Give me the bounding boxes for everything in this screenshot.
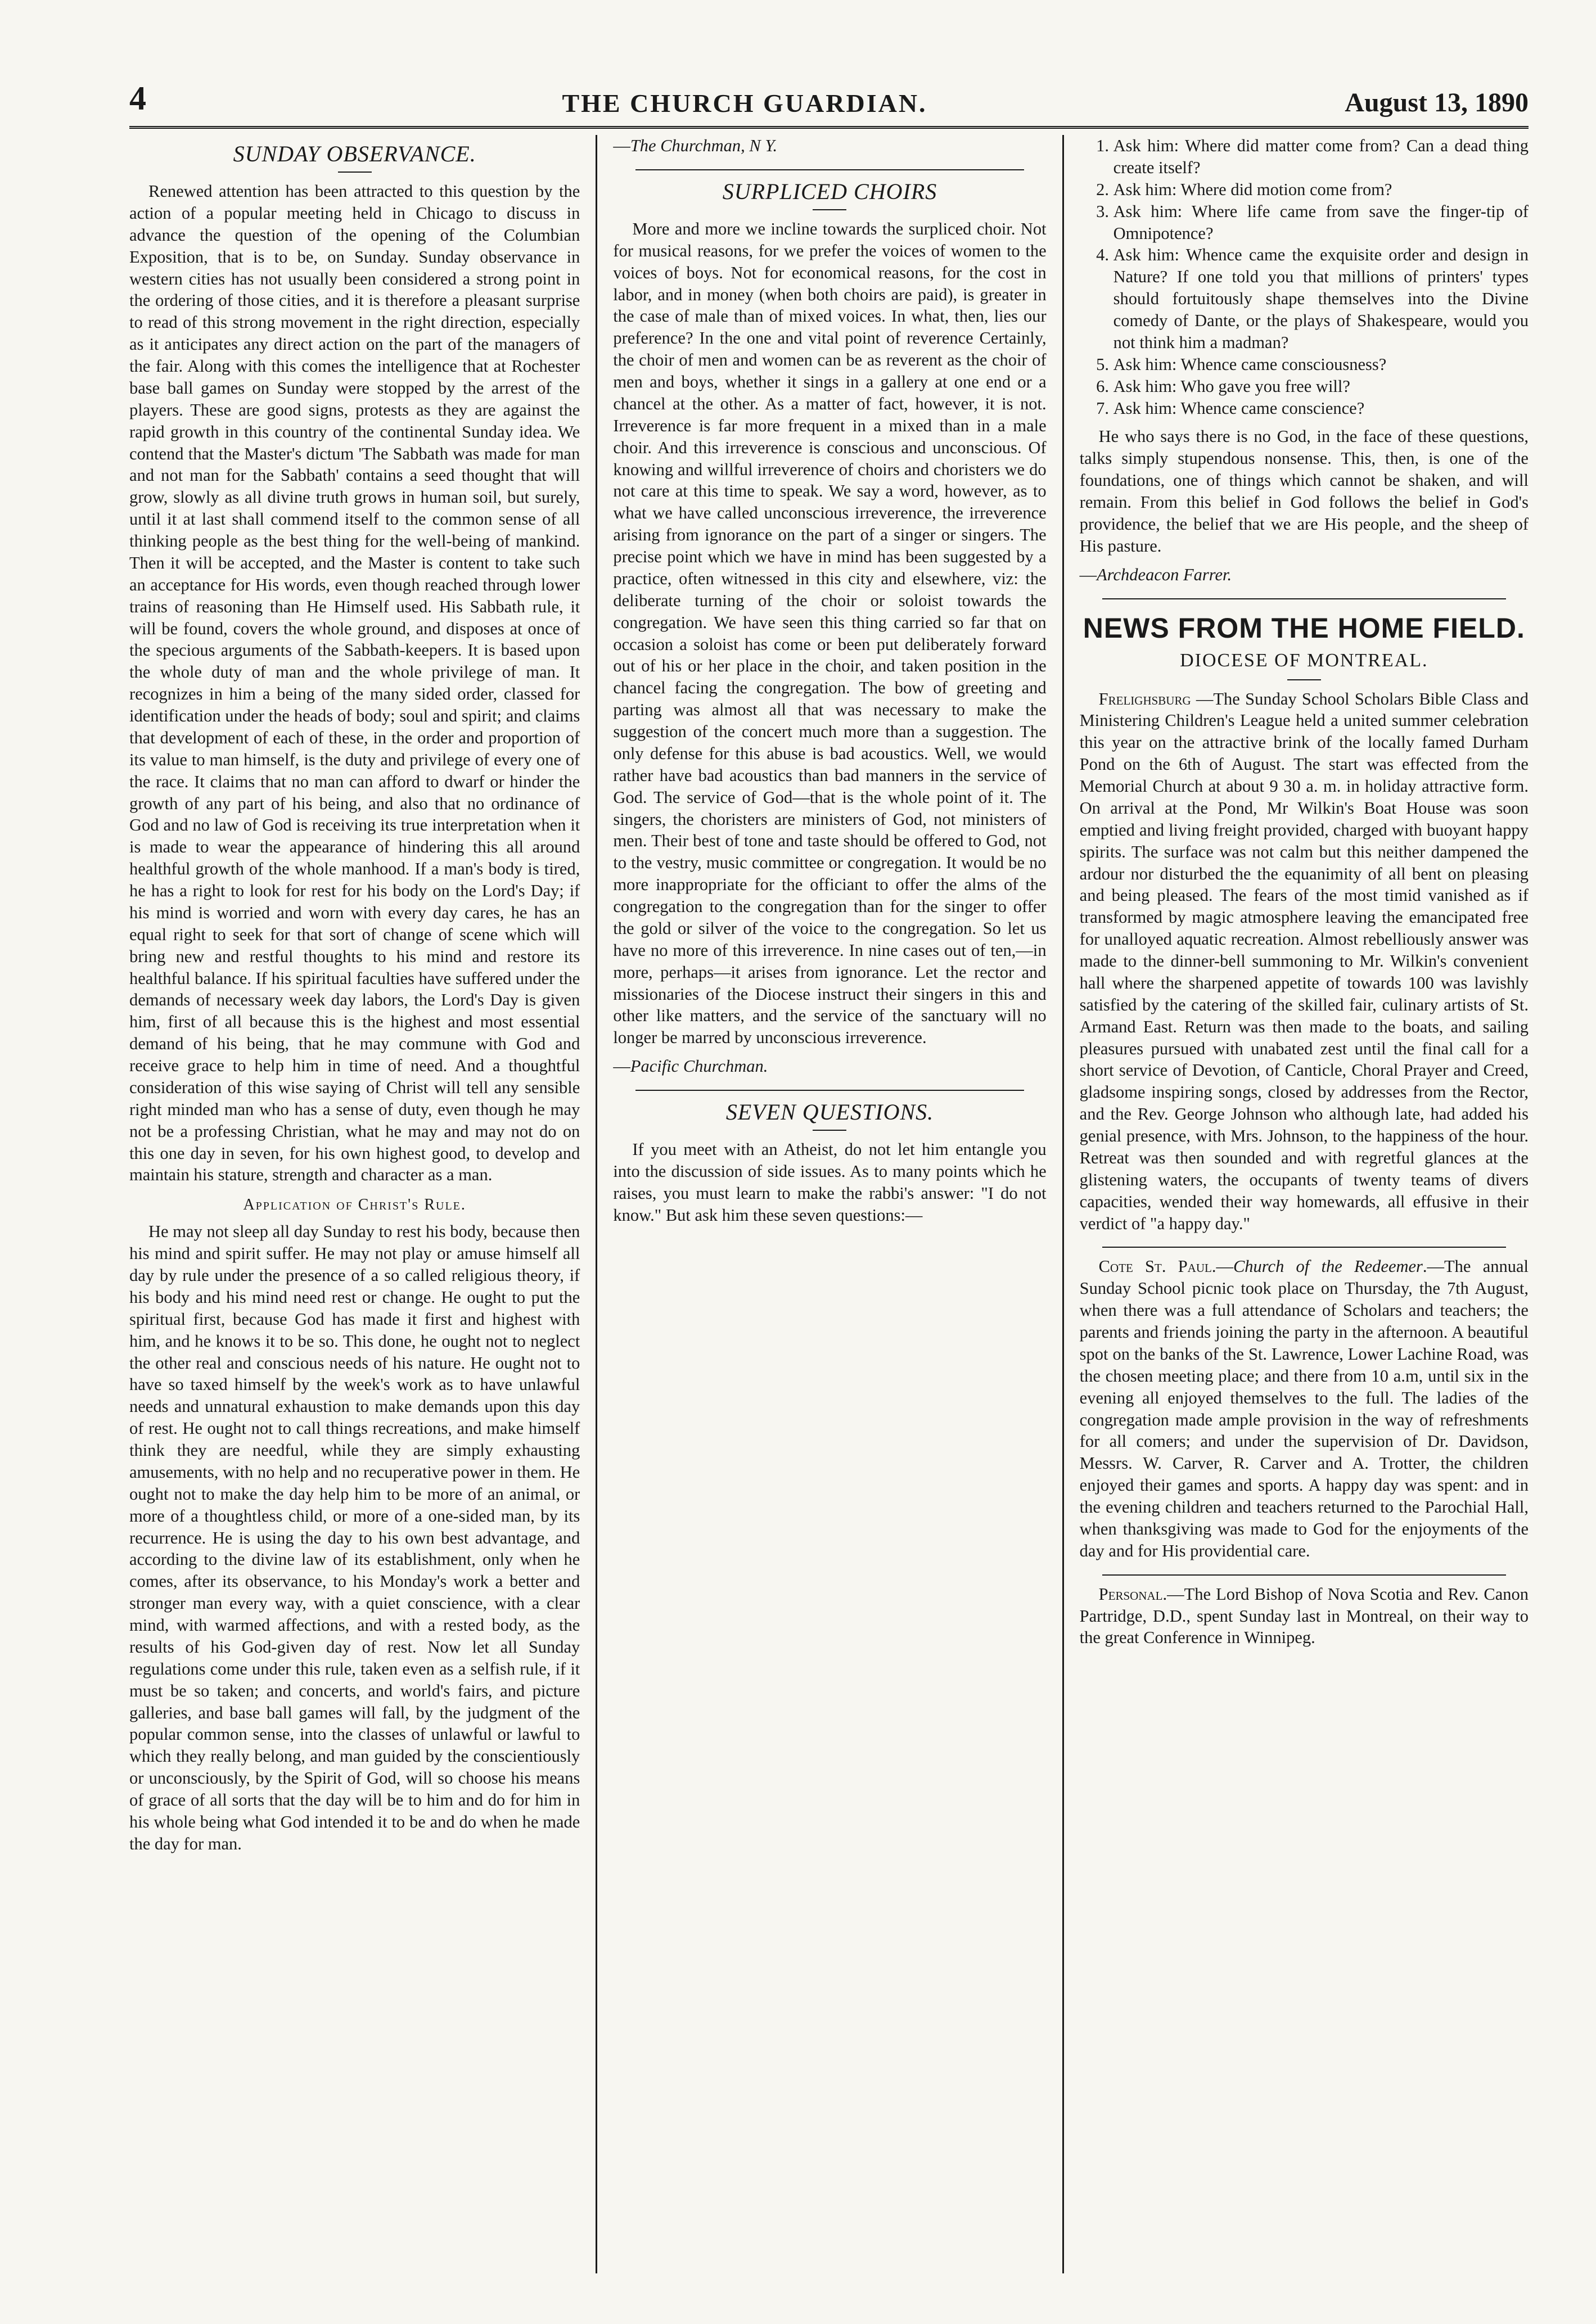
- page-number: 4: [129, 80, 146, 117]
- article-source: —Archdeacon Farrer.: [1079, 565, 1232, 584]
- list-item: 6. Ask him: Who gave you free will?: [1113, 376, 1529, 398]
- list-item: 3. Ask him: Where life came from save the finger-tip of Omnipotence?: [1113, 201, 1529, 245]
- list-item: 2. Ask him: Where did motion come from?: [1113, 179, 1529, 201]
- article-source: —The Churchman, N Y.: [613, 136, 778, 155]
- title-rule: [813, 209, 846, 210]
- issue-date: August 13, 1890: [1345, 88, 1529, 118]
- article-divider: [635, 1090, 1024, 1091]
- news-item-lead: Personal: [1098, 1584, 1163, 1604]
- article-divider: [1102, 598, 1506, 599]
- title-rule: [813, 1130, 846, 1131]
- article-title-sunday-observance: SUNDAY OBSERVANCE.: [233, 141, 476, 166]
- question-list: [1080, 135, 1529, 419]
- news-item-text: The Lord Bishop of Nova Scotia and Rev. Canon Partridge, D.D., spent Sunday last in Montreal, on their way to the great Conference in Winnipeg.: [1079, 1584, 1529, 1648]
- column-2: [596, 135, 1062, 2273]
- source-attribution: Archdeacon Farrer.: [1097, 565, 1232, 584]
- article-paragraph: He who says there is no God, in the face of these questions, talks simply stupendous nonsense. This, then, is one of the foundations, one of things which cannot be shaken, and will remain. From this belief in God follows the belief in God's providence, the belief that we are His people, and the sheep of His pasture.: [1079, 427, 1529, 556]
- title-rule: [338, 172, 372, 173]
- list-item: 4. Ask him: Whence came the exquisite order and design in Nature? If one told you that millions of printers' types should fortuitously shape themselves into the Divine comedy of Dante, or the plays of Shakespeare, would you not think him a madman?: [1113, 244, 1529, 353]
- column-3: [1062, 135, 1529, 2273]
- newspaper-title: THE CHURCH GUARDIAN.: [562, 89, 927, 118]
- news-item-text: The Sunday School Scholars Bible Class and Ministering Children's League held a united summer celebration this year on the attractive brink of the locally famed Durham Pond on the 6th of August. The start was effected from the Memorial Church at about 9 30 a. m. in holiday attractive form. On arrival at the Pond, Mr Wilkin's Boat House was soon emptied and living freight provided, charged with buoyant happy spirits. The surface was not calm but this neither dampened the ardour nor disturbed the the equanimity of all bent on pleasing and being pleased. The fears of the most timid vanished as if transformed by magic atmosphere leaving the emancipated free for unalloyed aquatic recreation. Almost rebelliously answer was made to the dinner-bell summoning to Mr. Wilkin's convenient hall where the sharpened appetite of towards 100 was lavishly satisfied by the catering of the skilled fair, culinary artists of St. Armand East. Return was then made to the boats, and sailing pleasures pursued with unabated zest until the final call for a short service of Devotion, of Canticle, Choral Prayer and Creed, gladsome inspiring songs, closed by addresses from the Rector, and the Rev. George Johnson who although late, had added his genial presence, with Mrs. Johnson, to the happiness of the hour. Retreat was then sounded and with regretful glances at the glistening waters, the occupants of twenty teams of divers capacities, wended their way homewards, all effusive in their verdict of "a happy day.": [1079, 689, 1529, 1233]
- masthead: [129, 17, 1529, 129]
- news-item: Frelighsburg —The Sunday School Scholars Bible Class and Ministering Children's League held a united summer celebration this year on the attractive brink of the locally famed Durham Pond on the 6th of August. The start was effected from the Memorial Church at about 9 30 a. m. in holiday attractive form. On arrival at the Pond, Mr Wilkin's Boat House was soon emptied and living freight provided, charged with buoyant happy spirits. The surface was not calm but this neither dampened the ardour nor disturbed the the equanimity of all bent on pleasing and being pleased. The fears of the most timid vanished as if transformed by magic atmosphere leaving the emancipated free for unalloyed aquatic recreation. Almost rebelliously answer was made to the dinner-bell summoning to Mr. Wilkin's convenient hall where the sharpened appetite of towards 100 was lavishly satisfied by the catering of the skilled fair, culinary artists of St. Armand East. Return was then made to the boats, and sailing pleasures pursued with unabated zest until the final call for a short service of Devotion, of Canticle, Choral Prayer and Creed, gladsome inspiring songs, closed by addresses from the Rector, and the Rev. George Johnson who although late, had added his genial presence, with Mrs. Johnson, to the happiness of the hour. Retreat was then sounded and with regretful glances at the glistening waters, the occupants of twenty teams of divers capacities, wended their way homewards, all effusive in their verdict of "a happy day.": [1079, 689, 1529, 1233]
- news-divider: [1102, 1247, 1506, 1248]
- list-item: 7. Ask him: Whence came conscience?: [1113, 398, 1529, 419]
- news-item: Cote St. Paul.—Church of the Redeemer.—The annual Sunday School picnic took place on Thursday, the 7th August, when there was a full attendance of Scholars and teachers; the parents and friends joining the party in the afternoon. A beautiful spot on the banks of the St. Lawrence, Lower Lachine Road, was the chosen meeting place; and there from 10 a.m, until six in the evening all enjoyed themselves to the full. The ladies of the congregation made ample provision in the way of refreshments for all comers; and under the supervision of Dr. Davidson, Messrs. W. Carver, R. Carver and A. Trotter, the children enjoyed their games and sports. A happy day was spent: and in the evening children and teachers returned to the Parochial Hall, when thanksgiving was made to God for the enjoyments of the day and for His providential care.: [1079, 1257, 1529, 1560]
- news-item-lead: Frelighsburg: [1098, 689, 1191, 709]
- title-rule: [1287, 679, 1321, 680]
- news-divider: [1102, 1574, 1506, 1576]
- news-banner: NEWS FROM THE HOME FIELD.: [1083, 612, 1525, 644]
- source-attribution: Pacific Churchman.: [630, 1057, 768, 1076]
- article-source: —Pacific Churchman.: [613, 1057, 768, 1076]
- article-title-surpliced-choirs: SURPLICED CHOIRS: [722, 178, 937, 204]
- article-paragraph: He may not sleep all day Sunday to rest his body, because then his mind and spirit suffer. He may not play or amuse himself all day by rule under the presence of a so called religious theory, if his body and his mind need rest or change. He ought to put the spiritual first, because God has made it first and highest with him, and he knows it to be so. This done, he ought not to neglect the other real and conscious needs of his nature. He ought not to have so taxed himself by the week's work as to have unlawful needs and unnatural exhaustion to make demands upon this day of rest. He ought not to call things recreations, and make himself think they are needful, while they are simply exhausting amusements, with no help and no recuperative power in them. He ought not to make the day help him to be more of an animal, or more of a thoughtless child, or more of a one-sided man, by its recurrence. He is using the day to his own best advantage, and according to the divine law of its establishment, only when he comes, after its observance, to his Monday's work a better and stronger man every way, with a quiet conscience, with a clear mind, with warmed affections, and with a rested body, as the results of his God-given day of rest. Now let all Sunday regulations come under this rule, taken even as a selfish rule, if it must be so taken; and concerts, and world's fairs, and picture galleries, and base ball games will fall, by the judgment of the popular common sense, into the classes of unlawful or lawful to which they really belong, and man guided by the conscientiously or unconsciously, by the Spirit of God, will so choose his means of grace of all sorts that the day will be to him and do for him in his whole being what God intended it to be and do when he made the day for man.: [129, 1222, 580, 1853]
- column-1: [129, 135, 596, 2273]
- article-subhead: Application of Christ's Rule.: [243, 1196, 466, 1214]
- list-item: 5. Ask him: Whence came consciousness?: [1113, 354, 1529, 376]
- diocese-heading: DIOCESE OF MONTREAL.: [1180, 649, 1428, 671]
- source-attribution: The Churchman, N Y.: [630, 136, 778, 155]
- news-item-text: The annual Sunday School picnic took place on Thursday, the 7th August, when there was a full attendance of Scholars and teachers; the parents and friends joining the party in the afternoon. A beautiful spot on the banks of the St. Lawrence, Lower Lachine Road, was the chosen meeting place; and there from 10 a.m, until six in the evening all enjoyed themselves to the full. The ladies of the congregation made ample provision in the way of refreshments for all comers; and under the supervision of Dr. Davidson, Messrs. W. Carver, R. Carver and A. Trotter, the children enjoyed their games and sports. A happy day was spent: and in the evening children and teachers returned to the Parochial Hall, when thanksgiving was made to God for the enjoyments of the day and for His providential care.: [1079, 1257, 1529, 1560]
- list-item: 1. Ask him: Where did matter come from? Can a dead thing create itself?: [1113, 135, 1529, 179]
- news-item-church: Church of the Redeemer: [1233, 1257, 1423, 1276]
- article-divider: [635, 169, 1024, 170]
- article-title-seven-questions: SEVEN QUESTIONS.: [725, 1099, 934, 1125]
- article-paragraph: More and more we incline towards the surpliced choir. Not for musical reasons, for we prefer the voices of women to the voices of boys. Not for economical reasons, for the cost in labor, and in money (when both choirs are paid), is greater in the case of male than of mixed voices. In what, then, lies our preference? In the one and vital point of reverence Certainly, the choir of men and women can be as reverent as the choir of men and boys, whether it sings in a gallery at one end or a chancel at the other. As a matter of fact, however, it is not. Irreverence is far more frequent in a mixed than in a male choir. And this irreverence is conscious and unconscious. Of knowing and willful irreverence of choirs and choristers we do not care at this time to speak. We say a word, however, as to what we have called unconscious irreverence, the irreverence arising from ignorance on the part of a singer or singers. The precise point which we have in mind has been suggested by a practice, often witnessed in this city and elsewhere, viz: the deliberate turning of the choir or soloist towards the congregation. We have seen this thing carried so far that on occasion a soloist has come or been put deliberately forward out of his or her place in the choir, and taken position in the chancel facing the congregation. The bow of greeting and parting was almost all that was necessary to make the suggestion of the concert much more than a suggestion. The only defense for this abuse is bad acoustics. Well, we would rather have bad acoustics than bad manners in the service of God. The service of God—that is the whole point of it. The singers, the choristers are ministers of God, not ministers of men. Their best of tone and taste should be offered to God, not to the vestry, music committee or congregation. It would be no more inappropriate for the officiant to offer the alms of the congregation to the congregation than for the singer to offer the gold or silver of the voice to the congregation. So let us have no more of this irreverence. In nine cases out of ten,—in more, perhaps—it arises from ignorance. Let the rector and missionaries of the Diocese instruct their singers in this and other like matters, and the service of the sanctuary will no longer be marred by unconscious irreverence.: [613, 219, 1047, 1048]
- news-item-lead: Cote St. Paul: [1098, 1257, 1212, 1276]
- article-paragraph: Renewed attention has been attracted to this question by the action of a popular meeting held in Chicago to discuss in advance the question of the opening of the Columbian Exposition, that is to be, on Sunday. Sunday observance in western cities has not usually been considered a strong point in the ordering of those cities, and it is therefore a pleasant surprise to read of this strong movement in the right direction, especially as it anticipates any direct action on the part of the managers of the fair. Along with this comes the intelligence that at Rochester base ball games on Sunday were stopped by the arrest of the players. These are good signs, protests as they are against the rapid growth in this country of the continental Sunday idea. We contend that the Master's dictum 'The Sabbath was made for man and not man for the Sabbath' contains a seed thought that will grow, slowly as all divine truth grows in human soil, but surely, until it at last shall commend itself to the common sense of all thinking people as the best thing for the well-being of mankind. Then it will be accepted, and the Master is content to take such an acceptance for His words, even though reached through lower trains of reasoning than He Himself used. His Sabbath rule, it will be found, covers the whole ground, and disposes at once of the specious arguments of the Sabbath-keepers. It is based upon the whole duty of man and the whole privilege of man. It recognizes in him a being of the many sided order, classed for identification under the heads of body; soul and spirit; and claims that development of each of these, in the order and proportion of its value to man himself, is the duty and privilege of every one of the race. It claims that no man can afford to dwarf or hinder the growth of any part of his being, and also that no ordinance of God and no law of God is receiving its true interpretation when it is made to wear the appearance of hindering this all around healthful growth of the whole manhood. If a man's body is tired, he has a right to look for rest for his body on the Lord's Day; if his mind is worried and worn with every day cares, he has an equal right to seek for that sort of change of scene which will bring new and restful thoughts to his mind and restore its healthful balance. If his spiritual faculties have suffered under the demands of necessary week day labors, the Lord's Day is given him, first of all because this is the highest and most essential demand of his being, that he may commune with God and receive grace to help him in time of need. And a thoughtful consideration of this wise saying of Christ will tell any sensible right minded man who has a sense of duty, even though he may not be a professing Christian, what he may and may not do on this one day in seven, for his own highest good, to develop and maintain his stature, strength and character as a man.: [129, 182, 580, 1185]
- article-paragraph: If you meet with an Atheist, do not let him entangle you into the discussion of side issues. As to many points which he raises, you must learn to make the rabbi's answer: "I do not know." But ask him these seven questions:—: [613, 1140, 1047, 1225]
- columns: [129, 135, 1529, 2273]
- news-item: Personal.—The Lord Bishop of Nova Scotia and Rev. Canon Partridge, D.D., spent Sunday last in Montreal, on their way to the great Conference in Winnipeg.: [1079, 1584, 1529, 1648]
